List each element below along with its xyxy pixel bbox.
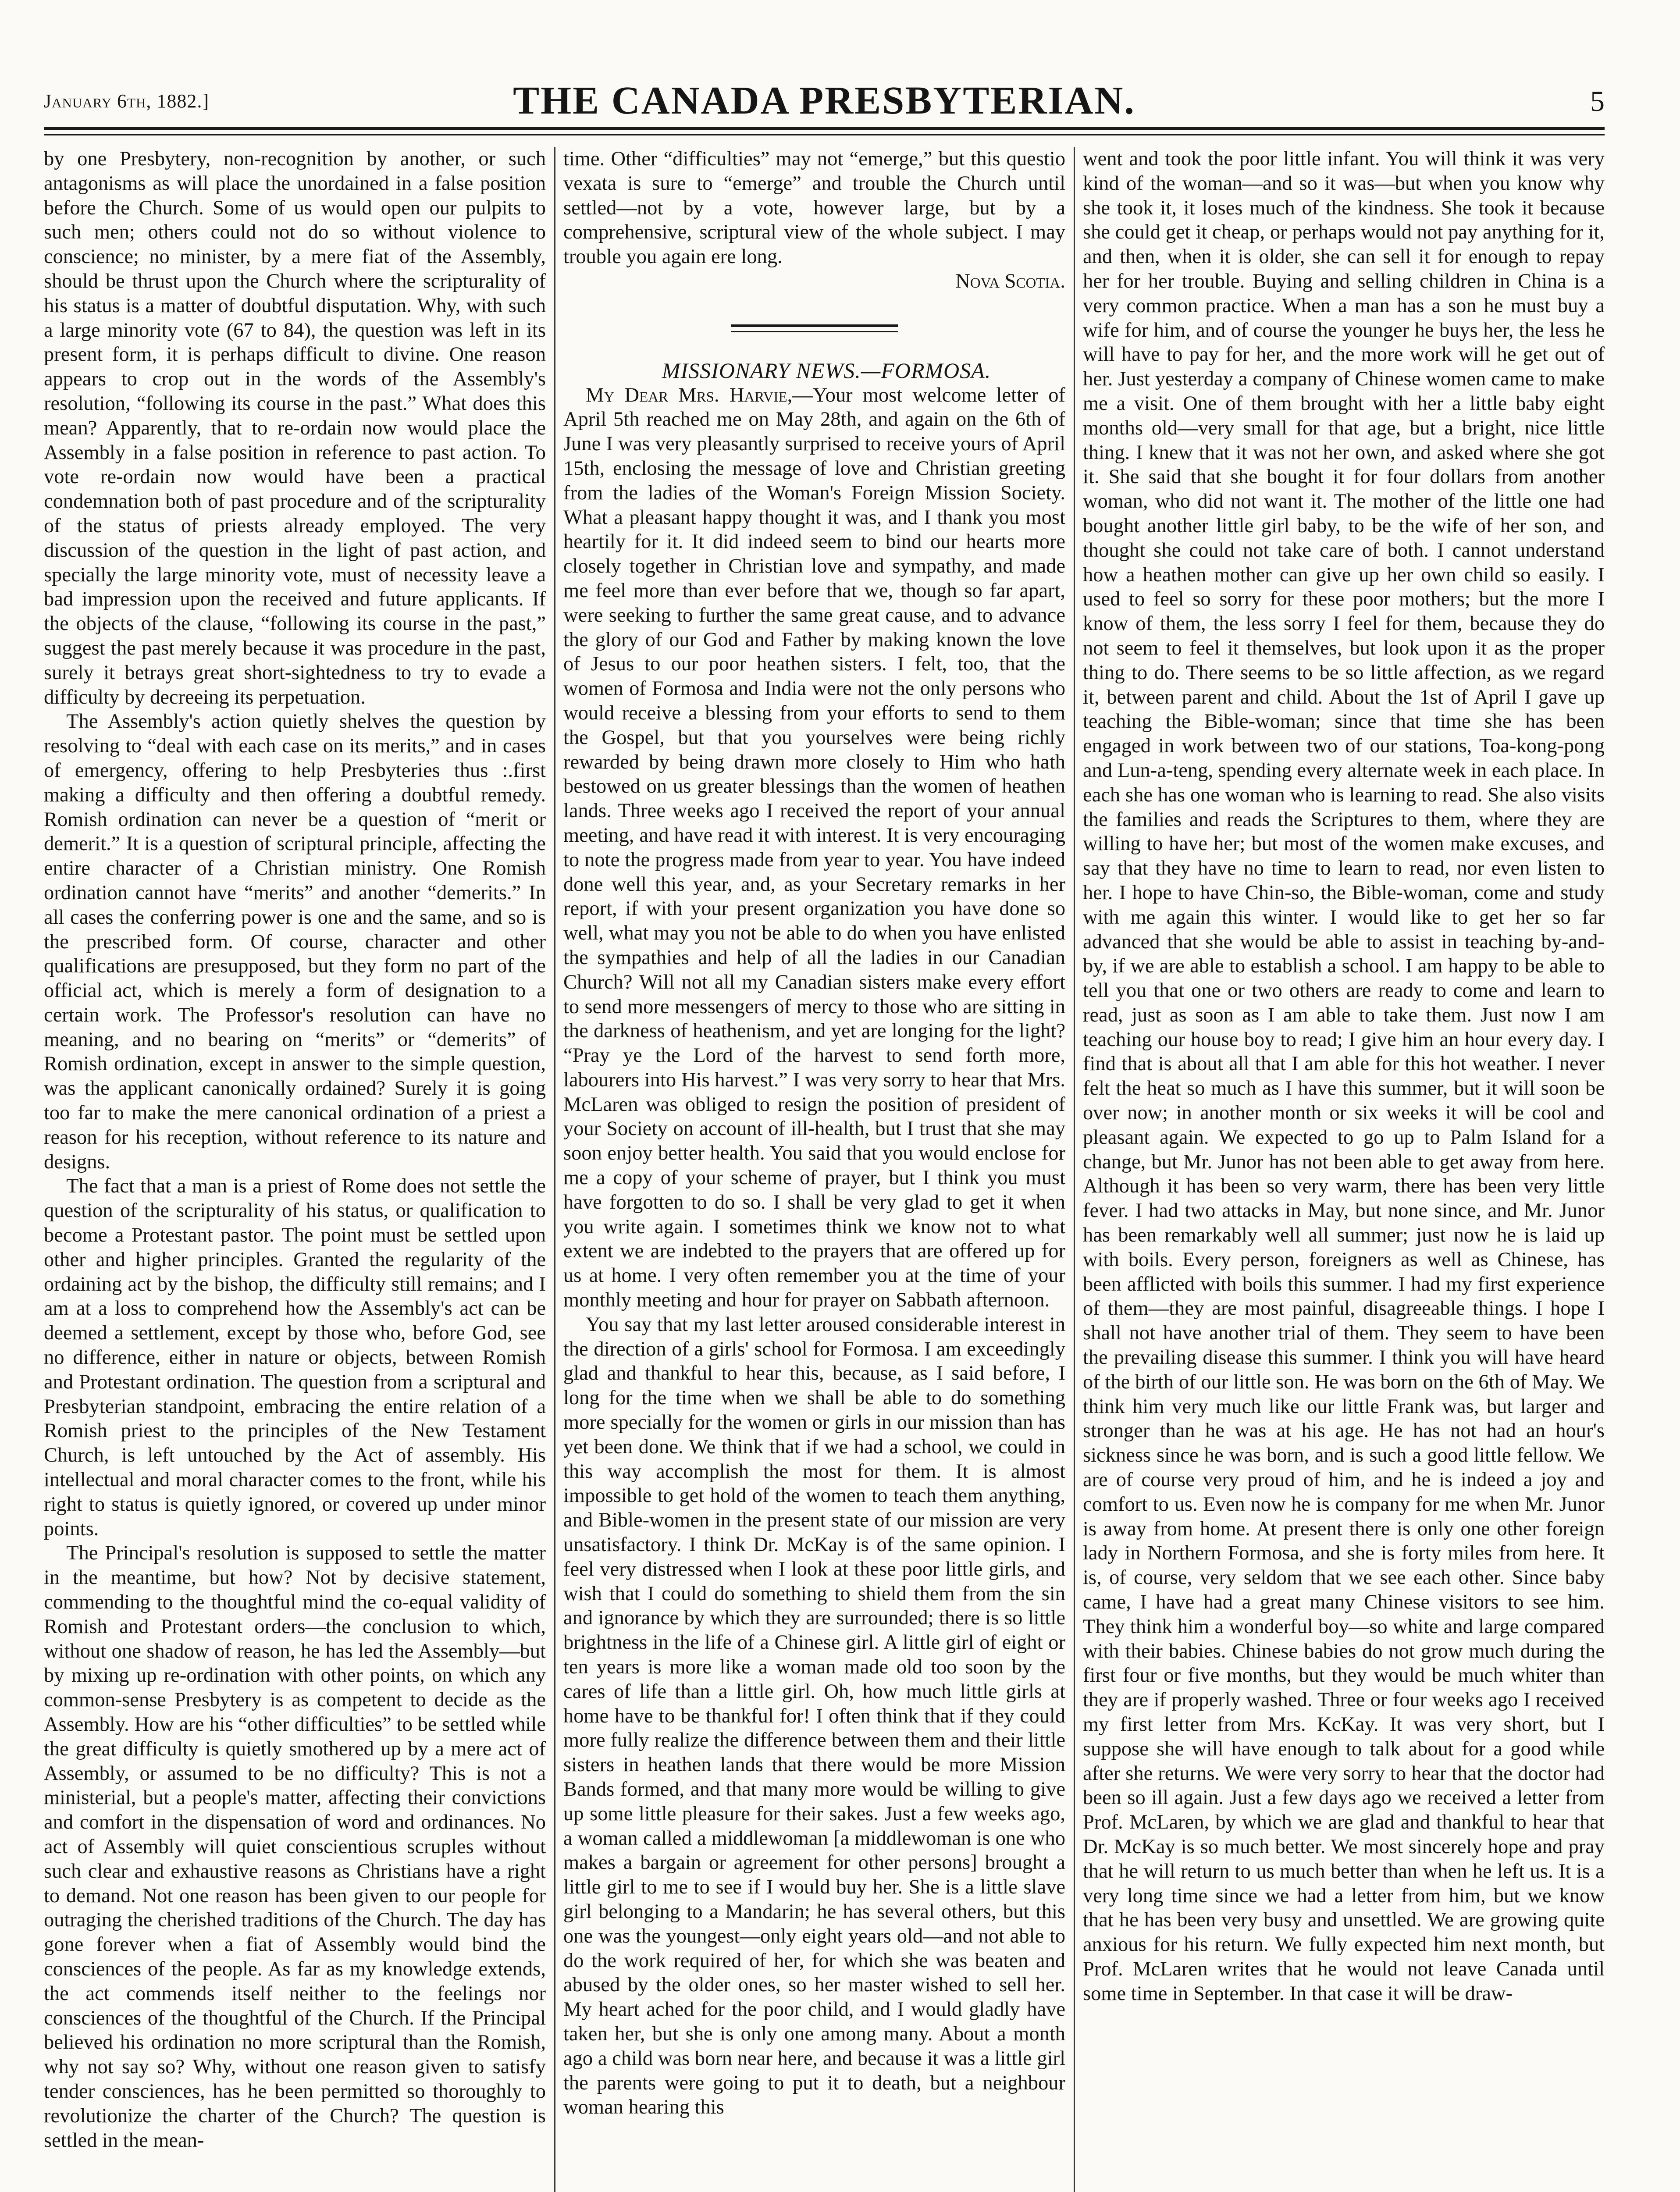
- paragraph-text: —Your most welcome letter of April 5th reached me on May 28th, and again on the 6th of June I was very pleasantly surprised to receive yours of April 15th, enclosing the message of love and Christian greeting from the ladies of the Woman's Foreign Mission Society. What a pleasant happy thought it was, and I thank you most heartily for it. It did indeed seem to bind our hearts more closely together in Christian love and sympathy, and made me feel more than ever before that we, though so far apart, were seeking to further the same great cause, and to advance the glory of our God and Father by making known the love of Jesus to our poor heathen sisters. I felt, too, that the women of Formosa and India were not the only persons who would receive a blessing from your efforts to send to them the Gospel, but that you yourselves were being richly rewarded by being drawn more closely to Him who hath bestowed on us greater blessings than the women of heathen lands. Three weeks ago I received the report of your annual meeting, and have read it with interest. It is very encouraging to note the progress made from year to year. You have indeed done well this year, and, as your Secretary remarks in her report, if with your present organization you have done so well, what may you not be able to do when you have enlisted the sympathies and help of all the ladies in our Canadian Church? Will not all my Canadian sisters make every effort to send more messengers of mercy to those who are sitting in the darkness of heathenism, and yet are longing for the light? “Pray ye the Lord of the harvest to send forth more, labourers into His harvest.” I was very sorry to hear that Mrs. McLaren was obliged to resign the position of president of your Society on account of ill-health, but I trust that she may soon enjoy better health. You said that you would enclose for me a copy of your scheme of prayer, but I think you must have forgotten to do so. I shall be very glad to get it when you write again. I sometimes think we know not to what extent we are indebted to the prayers that are offered up for us at home. I very often remember you at the time of your monthly meeting and hour for prayer on Sabbath afternoon.: [563, 384, 1065, 1312]
- column-divider-1: [554, 147, 555, 2192]
- newspaper-title: THE CANADA PRESBYTERIAN.: [513, 79, 1135, 122]
- issue-date: January 6th, 1882.]: [44, 90, 210, 112]
- masthead: [44, 66, 1605, 132]
- salutation: My Dear Mrs. Harvie,: [586, 384, 793, 406]
- paragraph: The Assembly's action quietly shelves the question by resolving to “deal with each case on its merits,” and in cases of emergency, offering to help Presbyteries thus :.first making a difficulty and then offering a doubtful remedy. Romish ordination can never be a question of “merit or demerit.” It is a question of scriptural principle, affecting the entire character of a Christian ministry. One Romish ordination cannot have “merits” and another “demerits.” In all cases the conferring power is one and the same, and so is the prescribed form. Of course, character and other qualifications are presupposed, but they form no part of the official act, which is merely a form of designation to a certain work. The Professor's resolution can have no meaning, and no bearing on “merits” or “demerits” of Romish ordination, except in answer to the simple question, was the applicant canonically ordained? Surely it is going too far to make the mere canonical ordination of a priest a reason for his reception, without reference to its nature and designs.: [44, 710, 546, 1173]
- header-rule-thick: [44, 127, 1605, 130]
- column-3: [1083, 147, 1605, 2192]
- page-number: 5: [1590, 85, 1605, 117]
- paragraph: You say that my last letter aroused considerable interest in the direction of a girls' school for Formosa. I am exceedingly glad and thankful to hear this, because, as I said before, I long for the time when we shall be able to do something more specially for the women or girls in our mission than has yet been done. We think that if we had a school, we could in this way accomplish the most for them. It is almost impossible to get hold of the women to teach them anything, and Bible-women in the present state of our mission are very unsatisfactory. I think Dr. McKay is of the same opinion. I feel very distressed when I look at these poor little girls, and wish that I could do something to shield them from the sin and ignorance by which they are surrounded; there is so little brightness in the life of a Chinese girl. A little girl of eight or ten years is more like a woman made old too soon by the cares of life than a little girl. Oh, how much little girls at home have to be thankful for! I often think that if they could more fully realize the difference between them and their little sisters in heathen lands that there would be more Mission Bands formed, and that many more would be willing to give up some little pleasure for their sakes. Just a few weeks ago, a woman called a middlewoman [a middlewoman is one who makes a bargain or agreement for other persons] brought a little girl to me to see if I would buy her. She is a little slave girl belonging to a Mandarin; he has several others, but this one was the youngest—only eight years old—and not able to do the work required of her, for which she was beaten and abused by the older ones, so her master wished to sell her. My heart ached for the poor child, and I would gladly have taken her, but she is only one among many. About a month ago a child was born near here, and because it was a little girl the parents were going to put it to death, but a neighbour woman hearing this: [563, 1313, 1065, 2119]
- paragraph: by one Presbytery, non-recognition by another, or such antagonisms as will place the unordained in a false position before the Church. Some of us would open our pulpits to such men; others could not do so without violence to conscience; no minister, by a mere fiat of the Assembly, should be thrust upon the Church where the scripturality of his status is a matter of doubtful disputation. Why, with such a large minority vote (67 to 84), the question was left in its present form, it is perhaps difficult to divine. One reason appears to crop out in the words of the Assembly's resolution, “following its course in the past.” What does this mean? Apparently, that to re-ordain now would place the Assembly in a false position in reference to past action. To vote re-ordain now would have been a practical condemnation both of past procedure and of the scripturality of the status of priests already employed. The very discussion of the question in the light of past action, and specially the large minority vote, must of necessity leave a bad impression upon the received and future applicants. If the objects of the clause, “following its course in the past,” suggest the past merely because it was procedure in the past, surely it betrays great short-sightedness to try to evade a difficulty by decreeing its perpetuation.: [44, 148, 546, 708]
- paragraph: The fact that a man is a priest of Rome does not settle the question of the scripturality of his status, or qualification to become a Protestant pastor. The point must be settled upon other and higher principles. Granted the regularity of the ordaining act by the bishop, the difficulty still remains; and I am at a loss to comprehend how the Assembly's act can be deemed a settlement, except by those who, before God, see no difference, either in nature or objects, between Romish and Protestant ordination. The question from a scriptural and Presbyterian standpoint, embracing the entire relation of a Romish priest to the principles of the New Testament Church, is left untouched by the Act of assembly. His intellectual and moral character comes to the front, while his right to status is quietly ignored, or covered up under minor points.: [44, 1175, 546, 1540]
- column-divider-2: [1074, 147, 1075, 2192]
- section-divider: [731, 324, 898, 332]
- paragraph: time. Other “difficulties” may not “emerge,” but this questio vexata is sure to “emerge” and trouble the Church until settled—not by a vote, however large, but by a comprehensive, scriptural view of the whole subject. I may trouble you again ere long.: [563, 148, 1065, 268]
- paragraph: went and took the poor little infant. You will think it was very kind of the woman—and so it was—but when you know why she took it, it loses much of the kindness. She took it because she could get it cheap, or perhaps would not pay anything for it, and then, when it is older, she can sell it for enough to repay her for her trouble. Buying and selling children in China is a very common practice. When a man has a son he must buy a wife for him, and of course the younger he buys her, the less he will have to pay for her, and the more work will he get out of her. Just yesterday a company of Chinese women came to make me a visit. One of them brought with her a little baby eight months old—very small for that age, but a bright, nice little thing. I knew that it was not her own, and asked where she got it. She said that she bought it for four dollars from another woman, who did not want it. The mother of the little one had bought another little girl baby, to be the wife of her son, and thought she could not take care of both. I cannot understand how a heathen mother can give up her own child so easily. I used to feel so sorry for these poor mothers; but the more I know of them, the less sorry I feel for them, because they do not seem to feel it themselves, but look upon it as the proper thing to do. There seems to be so little affection, as we regard it, between parent and child. About the 1st of April I gave up teaching the Bible-woman; since that time she has been engaged in work between two of our stations, Toa-kong-pong and Lun-a-teng, spending every alternate week in each place. In each she has one woman who is learning to read. She also visits the families and reads the Scriptures to them, where they are willing to have her; but most of the women make excuses, and say that they have no time to learn to read, nor even listen to her. I hope to have Chin-so, the Bible-woman, come and study with me again this winter. I would like to get her so far advanced that she would be able to assist in teaching by-and-by, if we are able to establish a school. I am happy to be able to tell you that one or two others are ready to come and learn to read, just as soon as I am able to take them. Just now I am teaching our house boy to read; I give him an hour every day. I find that is about all that I am able for this hot weather. I never felt the heat so much as I have this summer, but it will soon be over now; in another month or six weeks it will be cool and pleasant again. We expected to go up to Palm Island for a change, but Mr. Junor has not been able to get away from here. Although it has been so very warm, there has been very little fever. I had two attacks in May, but none since, and Mr. Junor has been remarkably well all summer; just now he is laid up with boils. Every person, foreigners as well as Chinese, has been afflicted with boils this summer. I had my first experience of them—they are most painful, disagreeable things. I hope I shall not have another trial of them. They seem to have been the prevailing disease this summer. I think you will have heard of the birth of our little son. He was born on the 6th of May. We think him very much like our little Frank was, but larger and stronger than he was at his age. He has not had an hour's sickness since he was born, and is such a good little fellow. We are of course very proud of him, and he is indeed a joy and comfort to us. Even now he is company for me when Mr. Junor is away from home. At present there is only one other foreign lady in Northern Formosa, and she is forty miles from here. It is, of course, very seldom that we see each other. Since baby came, I have had a great many Chinese visitors to see him. They think him a wonderful boy—so white and large compared with their babies. Chinese babies do not grow much during the first four or five months, but they would be much whiter than they are if properly washed. Three or four weeks ago I received my first letter from Mrs. KcKay. It was very short, but I suppose she will have enough to talk about for a good while after she returns. We were very sorry to hear that the doctor had been so ill again. Just a few days ago we received a letter from Prof. McLaren, by which we are glad and thankful to hear that Dr. McKay is so much better. We most sincerely hope and pray that he will return to us much better than when he left us. It is a very long time since we had a letter from him, but we know that he has been very busy and unsettled. We are growing quite anxious for his return. We fully expected him next month, but Prof. McLaren writes that he would not leave Canada until some time in September. In that case it will be draw-: [1083, 148, 1605, 2005]
- header-rule-thin: [44, 134, 1605, 135]
- paragraph: [563, 383, 1065, 1313]
- paragraph: The Principal's resolution is supposed to settle the matter in the meantime, but how? Not by decisive statement, commending to the thoughtful mind the co-equal validity of Romish and Protestant orders—the conclusion to which, without one shadow of reason, he has led the Assembly—but by mixing up re-ordination with other points, on which any common-sense Presbytery is as competent to decide as the Assembly. How are his “other difficulties” to be settled while the great difficulty is quietly smothered up by a mere act of Assembly, or assumed to be no difficulty? This is not a ministerial, but a people's matter, affecting their convictions and comfort in the dispensation of word and ordinances. No act of Assembly will quiet conscientious scruples without such clear and exhaustive reasons as Christians have a right to demand. Not one reason has been given to our people for outraging the cherished traditions of the Church. The day has gone forever when a fiat of Assembly would bind the consciences of the people. As far as my knowledge extends, the act commends itself neither to the feelings nor consciences of the thoughtful of the Church. If the Principal believed his ordination no more scriptural than the Romish, why not say so? Why, without one reason given to satisfy tender consciences, has he been permitted so thoroughly to revolutionize the charter of the Church? The question is settled in the mean-: [44, 1542, 546, 2152]
- letter-signature: Nova Scotia.: [955, 270, 1065, 292]
- section-heading: MISSIONARY NEWS.—FORMOSA.: [662, 358, 991, 383]
- column-1: [44, 147, 546, 2192]
- column-2: [563, 147, 1065, 2192]
